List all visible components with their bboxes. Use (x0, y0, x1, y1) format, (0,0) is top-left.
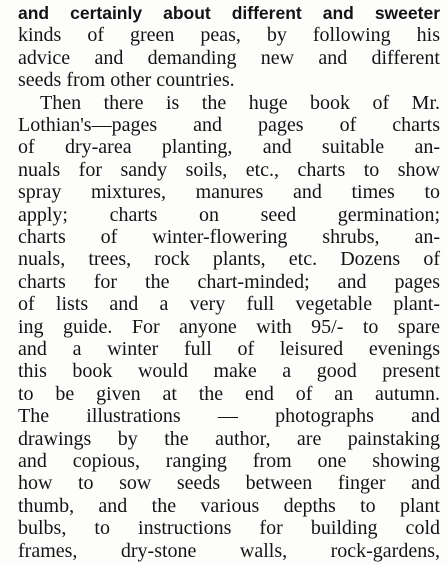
text-line: and a winter full of leisured evenings (18, 338, 440, 360)
text-line: The illustrations — photographs and (18, 405, 440, 428)
text-line: seeds from other countries. (18, 69, 235, 92)
text-line: charts for the chart-minded; and pages (18, 270, 440, 293)
text-line: charts of winter-flowering shrubs, an- (18, 226, 440, 248)
text-line: to be given at the end of an autumn. (18, 382, 440, 405)
text-line: how to sow seeds between finger and (18, 472, 440, 495)
text-line: and certainly about different and sweeter (18, 3, 440, 23)
text-line: frames, dry-stone walls, rock-gardens, (18, 539, 440, 562)
text-line: advice and demanding new and different (18, 46, 440, 69)
text-line: spray mixtures, manures and times to (18, 181, 440, 204)
text-line: bulbs, to instructions for building cold (18, 517, 440, 540)
text-line: Lothian's—pages and pages of charts (18, 114, 440, 136)
text-line: thumb, and the various depths to plant (18, 494, 440, 517)
text-line: apply; charts on seed germination; (18, 203, 440, 226)
text-line: kinds of green peas, by following his (18, 24, 440, 47)
text-line: and copious, ranging from one showing (18, 450, 440, 472)
text-line: nuals, trees, rock plants, etc. Dozens of (18, 248, 440, 271)
text-line: of dry-area planting, and suitable an- (18, 136, 440, 159)
text-line: this book would make a good present (18, 360, 440, 383)
text-line: drawings by the author, are painstaking (18, 427, 440, 450)
text-line: ing guide. For anyone with 95/- to spare (18, 315, 440, 338)
text-line: of lists and a very full vegetable plant- (18, 293, 440, 316)
text-line: nuals for sandy soils, etc., charts to show (18, 158, 440, 181)
paragraph-first-line: Then there is the huge book of Mr. (40, 91, 440, 114)
